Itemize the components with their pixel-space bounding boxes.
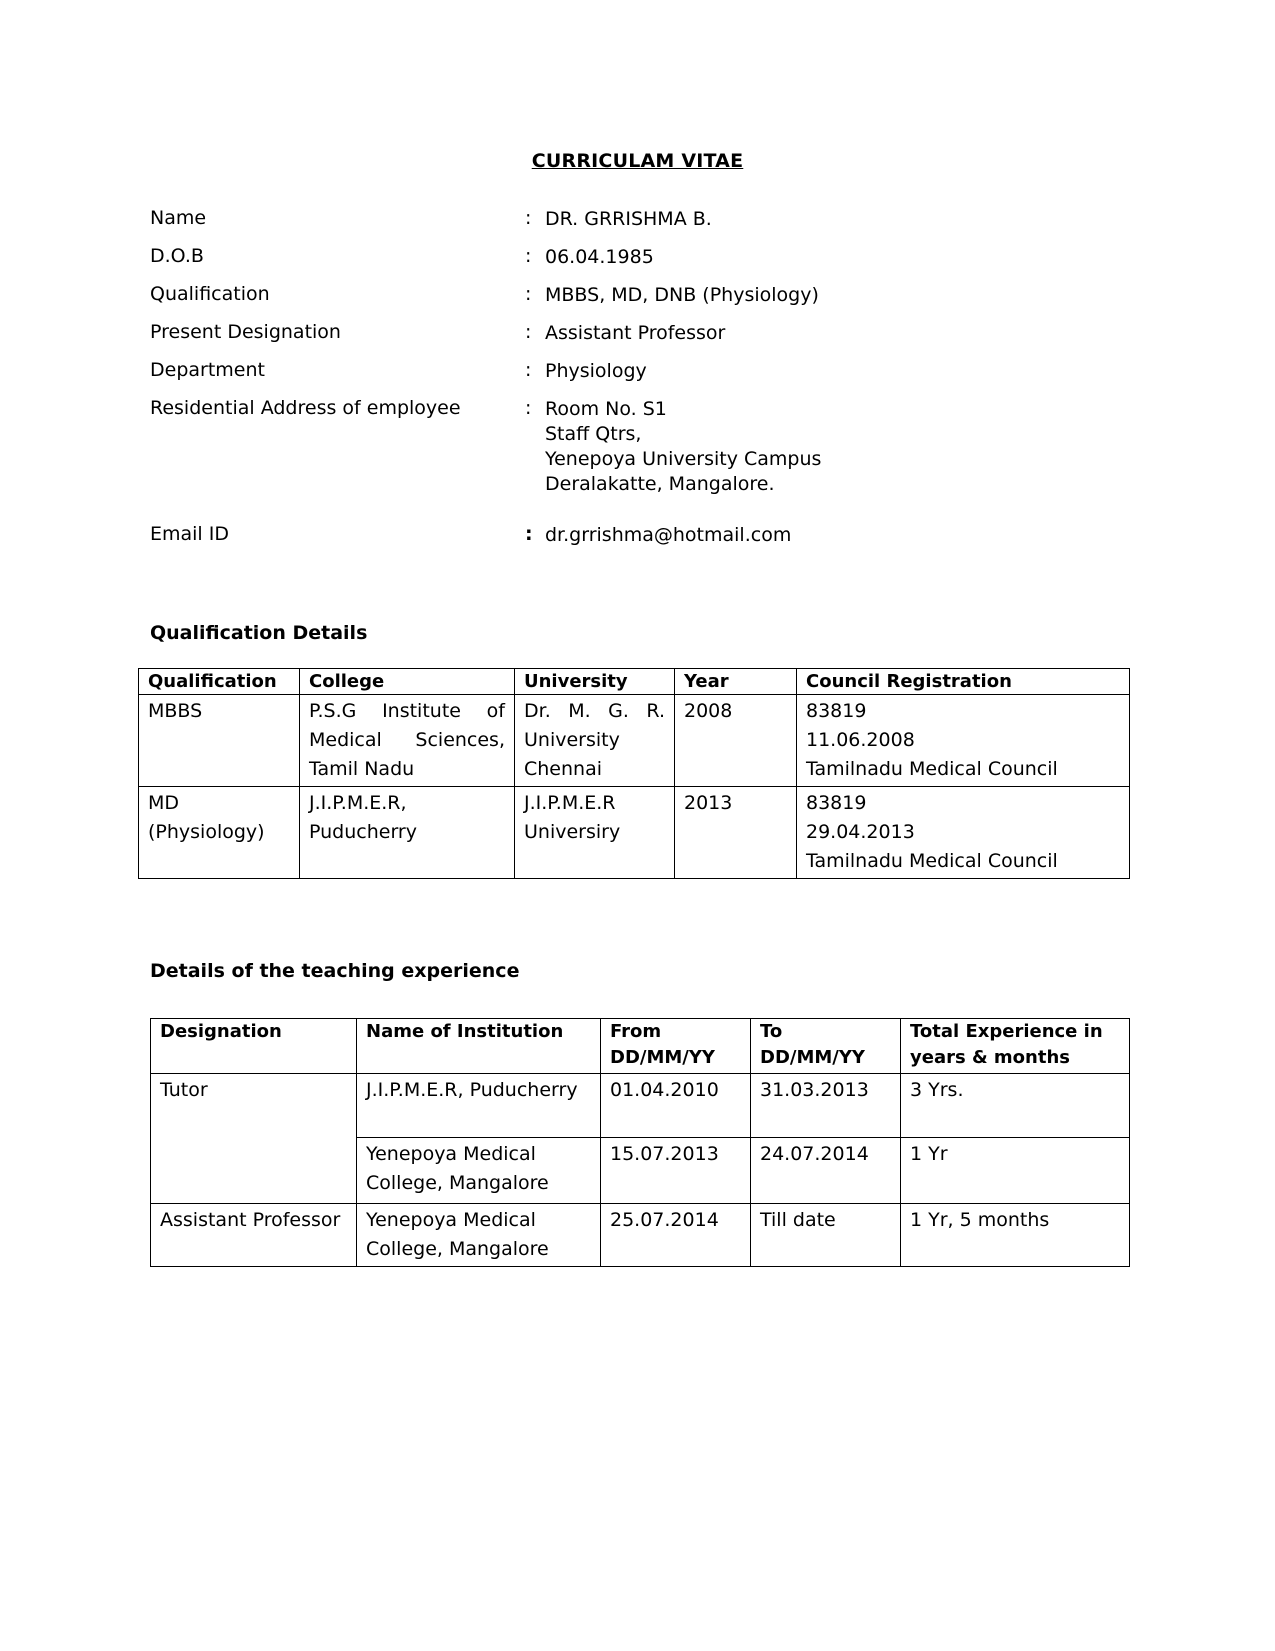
info-row-dob bbox=[150, 245, 1050, 283]
table-cell: 2008 bbox=[675, 695, 797, 787]
table-cell: 1 Yr bbox=[901, 1138, 1130, 1204]
column-header: Name of Institution bbox=[357, 1019, 601, 1074]
table-row bbox=[139, 695, 1130, 787]
table-cell: 83819 29.04.2013 Tamilnadu Medical Council bbox=[797, 787, 1130, 879]
qualification-label: Qualification bbox=[150, 283, 270, 305]
qualification-section-title: Qualification Details bbox=[150, 622, 368, 644]
address-value: Room No. S1 Staff Qtrs, Yenepoya University Campus Deralakatte, Mangalore. bbox=[545, 398, 822, 495]
column-header: Designation bbox=[151, 1019, 357, 1074]
table-header-row bbox=[151, 1019, 1130, 1074]
table-cell: 24.07.2014 bbox=[751, 1138, 901, 1204]
table-cell: 83819 11.06.2008 Tamilnadu Medical Council bbox=[797, 695, 1130, 787]
page-title: CURRICULAM VITAE bbox=[531, 150, 744, 172]
table-cell: 25.07.2014 bbox=[601, 1204, 751, 1267]
table-cell: J.I.P.M.E.R, Puducherry bbox=[300, 787, 515, 879]
column-header: Council Registration bbox=[797, 669, 1130, 695]
table-cell: Assistant Professor bbox=[151, 1204, 357, 1267]
personal-info bbox=[150, 207, 1050, 561]
colon: : bbox=[525, 523, 533, 545]
table-cell: Yenepoya Medical College, Mangalore bbox=[357, 1204, 601, 1267]
column-header: To DD/MM/YY bbox=[751, 1019, 901, 1074]
colon: : bbox=[525, 321, 532, 343]
table-cell: MD (Physiology) bbox=[139, 787, 300, 879]
info-row-name bbox=[150, 207, 1050, 245]
colon: : bbox=[525, 207, 532, 229]
table-cell: 2013 bbox=[675, 787, 797, 879]
table-cell: 31.03.2013 bbox=[751, 1074, 901, 1138]
table-cell: P.S.G Institute of Medical Sciences, Tamil Nadu bbox=[300, 695, 515, 787]
info-row-designation bbox=[150, 321, 1050, 359]
qualification-value: MBBS, MD, DNB (Physiology) bbox=[545, 284, 819, 306]
experience-section-title: Details of the teaching experience bbox=[150, 960, 520, 982]
table-cell: Yenepoya Medical College, Mangalore bbox=[357, 1138, 601, 1204]
colon: : bbox=[525, 359, 532, 381]
email-label: Email ID bbox=[150, 523, 229, 545]
colon: : bbox=[525, 283, 532, 305]
colon: : bbox=[525, 245, 532, 267]
table-cell: J.I.P.M.E.R Universiry bbox=[515, 787, 675, 879]
name-value: DR. GRRISHMA B. bbox=[545, 208, 712, 230]
column-header: Qualification bbox=[139, 669, 300, 695]
column-header: From DD/MM/YY bbox=[601, 1019, 751, 1074]
table-row bbox=[151, 1074, 1130, 1138]
department-value: Physiology bbox=[545, 360, 647, 382]
designation-label: Present Designation bbox=[150, 321, 341, 343]
table-cell: 01.04.2010 bbox=[601, 1074, 751, 1138]
table-row bbox=[139, 787, 1130, 879]
column-header: College bbox=[300, 669, 515, 695]
name-label: Name bbox=[150, 207, 207, 229]
table-cell: MBBS bbox=[139, 695, 300, 787]
table-cell: Dr. M. G. R. University Chennai bbox=[515, 695, 675, 787]
column-header: Year bbox=[675, 669, 797, 695]
table-cell: 1 Yr, 5 months bbox=[901, 1204, 1130, 1267]
table-cell: J.I.P.M.E.R, Puducherry bbox=[357, 1074, 601, 1138]
table-cell: 15.07.2013 bbox=[601, 1138, 751, 1204]
table-cell: 3 Yrs. bbox=[901, 1074, 1130, 1138]
info-row-department bbox=[150, 359, 1050, 397]
column-header: Total Experience in years & months bbox=[901, 1019, 1130, 1074]
info-row-qualification bbox=[150, 283, 1050, 321]
table-header-row bbox=[139, 669, 1130, 695]
info-row-address bbox=[150, 397, 1050, 523]
column-header: University bbox=[515, 669, 675, 695]
colon: : bbox=[525, 397, 532, 419]
experience-table bbox=[150, 1018, 1130, 1267]
table-row bbox=[151, 1204, 1130, 1267]
info-row-email bbox=[150, 523, 1050, 561]
table-cell: Tutor bbox=[151, 1074, 357, 1204]
table-cell: Till date bbox=[751, 1204, 901, 1267]
email-value: dr.grrishma@hotmail.com bbox=[545, 524, 792, 546]
qualification-table bbox=[138, 668, 1130, 879]
dob-label: D.O.B bbox=[150, 245, 204, 267]
address-label: Residential Address of employee bbox=[150, 397, 461, 419]
designation-value: Assistant Professor bbox=[545, 322, 726, 344]
dob-value: 06.04.1985 bbox=[545, 246, 654, 268]
department-label: Department bbox=[150, 359, 265, 381]
